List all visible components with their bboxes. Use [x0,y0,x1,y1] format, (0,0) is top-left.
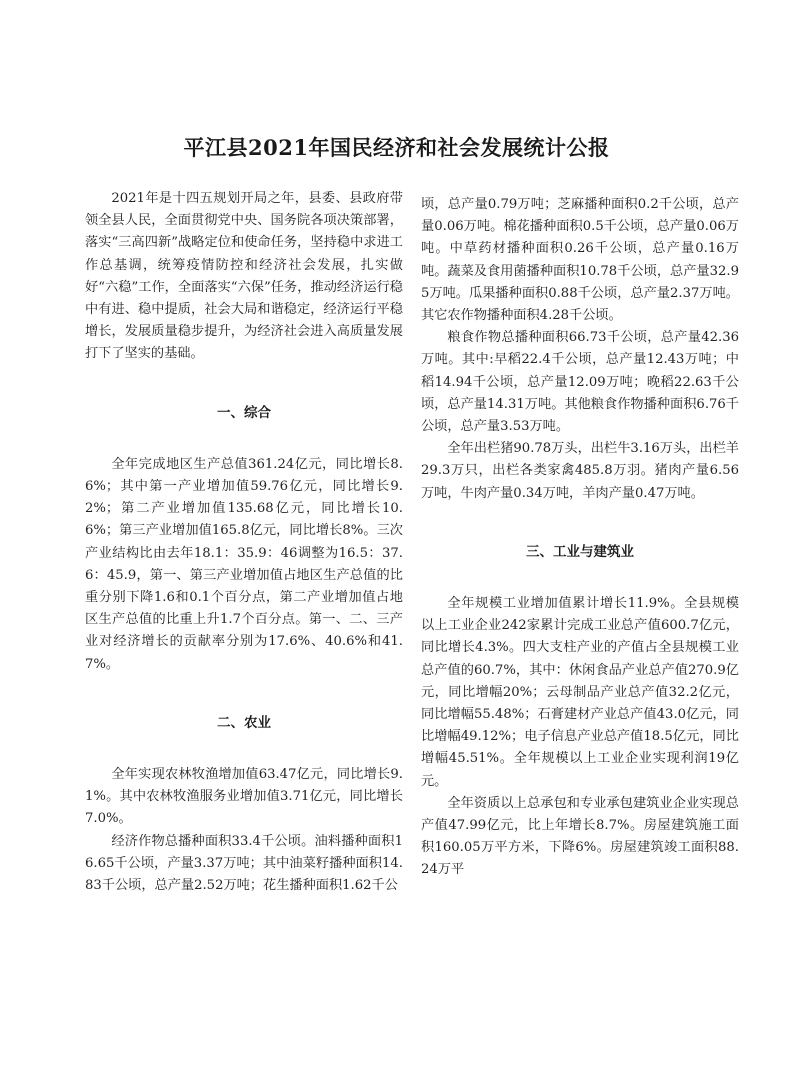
livestock-paragraph: 全年出栏猪90.78万头，出栏牛3.16万头，出栏羊29.3万只，出栏各类家禽485.8万羽。猪肉产量6.56万吨，牛肉产量0.34万吨，羊肉产量0.47万吨。 [421,441,739,501]
overview-paragraph: 全年完成地区生产总值361.24亿元，同比增长8.6%；其中第一产业增加值59.76亿元，同比增长9.2%；第二产业增加值135.68亿元，同比增长10.6%；第三产业增加值165.8亿元，同比增长8%。三次产业结构比由去年18.1：35.9：46调整为16.5：37.6：45.9，第一、第三产业增加值占地区生产总值的比重分别下降1.6和0.1个百分点，第二产业增加值占地区生产总值的比重上升1.7个百分点。第一、二、三产业对经济增长的贡献率分别为17.6%、40.6%和41.7%。 [85,456,403,672]
intro-paragraph: 2021年是十四五规划开局之年，县委、县政府带领全县人民，全面贯彻党中央、国务院各项决策部署，落实“三高四新”战略定位和使命任务，坚持稳中求进工作总基调，统筹疫情防控和经济社会发展，扎实做好“六稳”工作，全面落实“六保”任务，推动经济运行稳中有进、稳中提质，社会大局和谐稳定，经济运行平稳增长，发展质量稳步提升，为经济社会进入高质量发展打下了坚实的基础。 [85,191,403,362]
page-title: 平江县2021年国民经济和社会发展统计公报 [183,135,610,160]
section-heading-industry: 三、工业与建筑业 [526,543,634,560]
section-heading-overview: 一、综合 [217,404,271,421]
agriculture-paragraph-1: 全年实现农林牧渔增加值63.47亿元，同比增长9.1%。其中农林牧渔服务业增加值3.71亿元，同比增长7.0%。 [85,767,403,827]
grain-paragraph: 粮食作物总播种面积66.73千公顷，总产量42.36万吨。其中:早稻22.4千公顷，总产量12.43万吨；中稻14.94千公顷，总产量12.09万吨；晚稻22.63千公顷，总产量14.31万吨。其他粮食作物播种面积6.76千公顷，总产量3.53万吨。 [421,330,739,435]
left-column [85,188,403,897]
right-column [421,194,739,882]
agriculture-paragraph-2: 经济作物总播种面积33.4千公顷。油料播种面积16.65千公顷，产量3.37万吨；其中油菜籽播种面积14.83千公顷，总产量2.52万吨；花生播种面积1.62千公 [85,833,403,894]
industry-paragraph-1: 全年规模工业增加值累计增长11.9%。全县规模以上工业企业242家累计完成工业总产值600.7亿元，同比增长4.3%。四大支柱产业的产值占全县规模工业总产值的60.7%，其中：休闲食品产业总产值270.9亿元，同比增幅20%；云母制品产业总产值32.2亿元，同比增幅55.48%；石膏建材产业总产值43.0亿元，同比增幅49.12%；电子信息产业总产值18.5亿元，同比增幅45.51%。全年规模以上工业企业实现利润19亿元。 [421,596,739,789]
section-heading-agriculture: 二、农业 [217,714,271,731]
crops-paragraph-continued: 顷，总产量0.79万吨；芝麻播种面积0.2千公顷，总产量0.06万吨。棉花播种面积0.5千公顷，总产量0.06万吨。中草药材播种面积0.26千公顷，总产量0.16万吨。蔬菜及食用菌播种面积10.78千公顷，总产量32.95万吨。瓜果播种面积0.88千公顷，总产量2.37万吨。其它农作物播种面积4.28千公顷。 [421,197,739,324]
construction-paragraph: 全年资质以上总承包和专业承包建筑业企业实现总产值47.99亿元，比上年增长8.7%。房屋建筑施工面积160.05万平方米，下降6%。房屋建筑竣工面积88.24万平 [421,795,739,878]
